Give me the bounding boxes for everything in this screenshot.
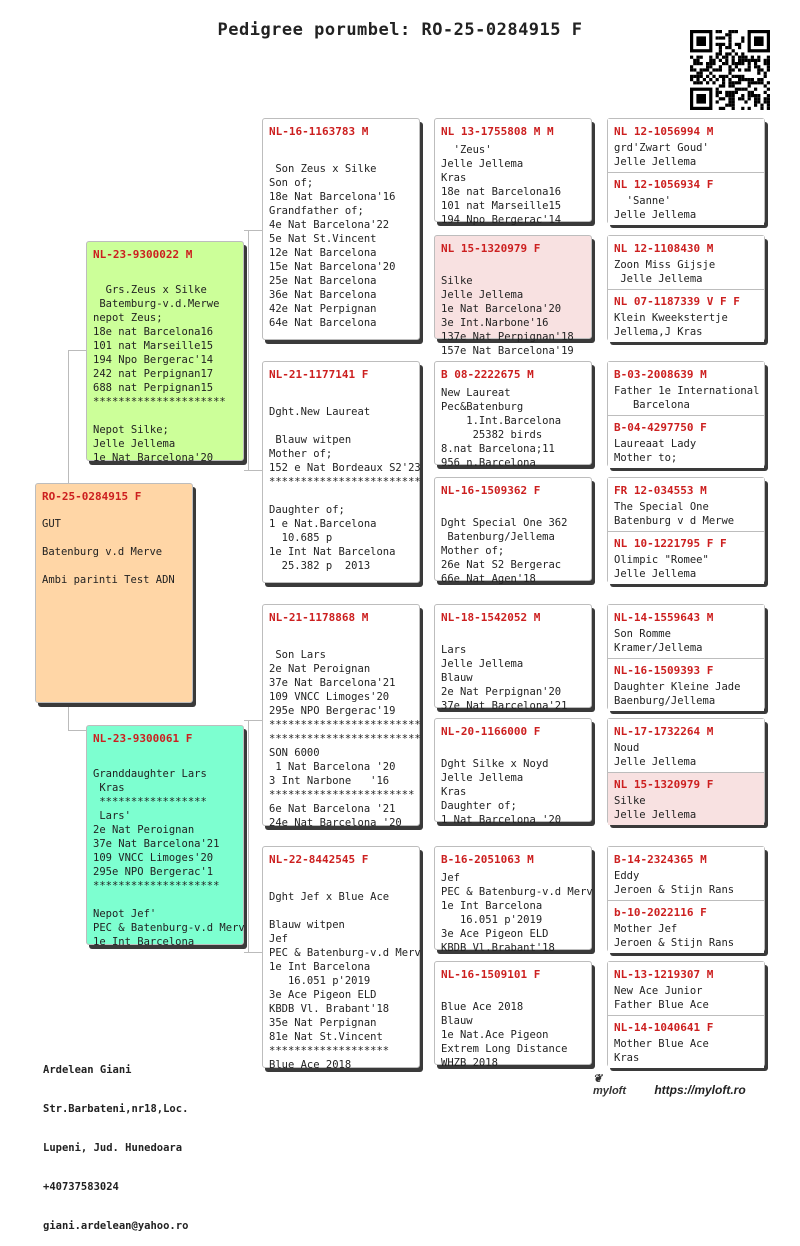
qr-code <box>690 30 770 110</box>
brand-url-link[interactable]: https://myloft.ro <box>654 1083 746 1097</box>
g4-card[interactable] <box>608 236 764 289</box>
card-line: 3e Ace Pigeon ELD <box>269 989 377 1001</box>
card-line: Jelle Jellema <box>614 273 703 285</box>
card-line: Nepot Jef' <box>93 908 157 920</box>
card-line: Jef <box>269 933 288 945</box>
g4-card[interactable] <box>608 119 764 172</box>
card-line <box>269 489 419 503</box>
ring-number: NL-16-1509362 F <box>441 484 541 497</box>
card-divider <box>608 289 764 290</box>
card-text <box>87 261 243 465</box>
card-text <box>435 866 591 955</box>
card-line: Blauw witpen <box>269 919 345 931</box>
card-line: Baenburg/Jellema <box>614 695 716 707</box>
card-line: Batenburg v.d Merve <box>42 546 163 558</box>
card-line: 1e Int Barcelona <box>93 936 195 948</box>
connector <box>244 952 262 953</box>
card-line: Son of; <box>269 177 314 189</box>
card-line: 194 Npo Bergerac'14 <box>93 354 214 366</box>
g4-card[interactable] <box>608 847 764 900</box>
card-line: 42e Nat Perpignan <box>269 303 377 315</box>
card-line: Batenburg v d Merwe <box>614 515 735 527</box>
card-line: 81e Nat St.Vincent <box>269 1031 383 1043</box>
card-line: Dght Jef x Blue Ace <box>269 891 390 903</box>
card-text <box>608 919 764 950</box>
card-text <box>263 624 419 830</box>
card-line: Kras <box>614 1052 640 1064</box>
card-line: 18e nat Barcelona16 <box>441 186 562 198</box>
card-divider <box>608 1015 764 1016</box>
brand-footer <box>593 1072 746 1097</box>
card-line: 15e Nat Barcelona'20 <box>269 261 396 273</box>
card-line: Father Blue Ace <box>614 999 709 1011</box>
card-line: Daughter of; <box>269 504 345 516</box>
card-text <box>435 981 591 1070</box>
card-line: Blauw <box>441 672 473 684</box>
card-line: Mother Blue Ace <box>614 1038 709 1050</box>
card-line: Kras <box>93 782 125 794</box>
card-line: *********************** <box>269 789 415 801</box>
card-line: Mother of; <box>441 545 505 557</box>
ring-number: NL-20-1166000 F <box>441 725 541 738</box>
card-line: 295e NPO Bergerac'19 <box>269 705 396 717</box>
ring-number: NL 15-1320979 F <box>441 242 541 255</box>
card-line: Jeroen & Stijn Rans <box>614 884 735 896</box>
card-line: 688 nat Perpignan15 <box>93 382 214 394</box>
card-line: Silke <box>614 795 646 807</box>
card-text <box>608 791 764 822</box>
card-line: Eddy <box>614 870 640 882</box>
ring-number: RO-25-0284915 F <box>42 490 142 503</box>
card-text <box>608 308 764 339</box>
card-line: 137e Nat Perpignan'18 <box>441 331 574 343</box>
g4-card-pair <box>607 961 765 1067</box>
card-line: Batenburg/Jellema <box>441 531 555 543</box>
card-text <box>608 1034 764 1065</box>
card-line: Jelle Jellema <box>614 756 697 768</box>
card-text <box>608 255 764 286</box>
owner-contact <box>43 1038 188 1246</box>
card-text <box>608 624 764 655</box>
owner-email: giani.ardelean@yahoo.ro <box>43 1220 189 1232</box>
ring-number: B-16-2051063 M <box>441 853 534 866</box>
ring-number: NL-13-1219307 M <box>614 968 714 981</box>
card-line <box>93 269 243 283</box>
g4-card[interactable] <box>608 289 764 342</box>
card-line: 109 VNCC Limoges'20 <box>93 852 214 864</box>
card-line: New Laureat <box>441 387 511 399</box>
card-line: 35e Nat Perpignan <box>269 1017 377 1029</box>
card-divider <box>608 900 764 901</box>
ring-number: FR 12-034553 M <box>614 484 707 497</box>
card-line: ********************* <box>93 396 226 408</box>
ring-number: B-04-4297750 F <box>614 421 707 434</box>
card-text <box>435 738 591 827</box>
card-line: Blauw <box>441 1015 473 1027</box>
card-line: Jeroen & Stijn Rans <box>614 937 735 949</box>
card-line: GUT <box>42 518 61 530</box>
card-text <box>608 738 764 769</box>
ring-number: NL-21-1178868 M <box>269 611 369 624</box>
card-line: 194 Npo Bergerac'14 <box>441 214 562 226</box>
card-line: Batemburg-v.d.Merwe <box>93 298 220 310</box>
card-line: 10.685 p <box>269 532 333 544</box>
card-line: Jelle Jellema <box>614 209 697 221</box>
card-line: Son Lars <box>269 649 326 661</box>
g4-card[interactable] <box>608 658 764 711</box>
card-line: WHZB 2018 <box>441 1057 498 1069</box>
ring-number: NL-14-1559643 M <box>614 611 714 624</box>
card-line: 25382 birds <box>441 429 543 441</box>
sire-card[interactable] <box>86 241 244 464</box>
card-line: Grandfather of; <box>269 205 364 217</box>
card-line: 64e Nat Barcelona <box>269 317 377 329</box>
card-line: 1.Int.Barcelona <box>441 415 562 427</box>
card-line: ************************ <box>269 733 421 745</box>
card-line: 295e NPO Bergerac'1 <box>93 866 214 878</box>
card-line <box>441 986 591 1000</box>
g4-card[interactable] <box>608 478 764 531</box>
g2-card[interactable] <box>262 361 420 583</box>
card-line: 26e Nat S2 Bergerac <box>441 559 562 571</box>
card-line: Jelle Jellema <box>614 156 697 168</box>
g3-card[interactable] <box>434 477 592 585</box>
card-line: 'Sanne' <box>614 195 671 207</box>
card-line <box>269 904 419 918</box>
card-line: grd'Zwart Goud' <box>614 142 709 154</box>
card-line: 6e Nat Barcelona '21 <box>269 803 396 815</box>
card-text <box>435 624 591 713</box>
card-line: Lars' <box>93 810 131 822</box>
card-line: Jelle Jellema <box>441 289 524 301</box>
card-line: Mother to; <box>614 452 678 464</box>
card-line: PEC & Batenburg-v.d Merv <box>93 922 245 934</box>
card-divider <box>608 415 764 416</box>
g3-card[interactable] <box>434 846 593 954</box>
g2-card[interactable] <box>262 846 421 1071</box>
card-line: PEC & Batenburg-v.d Merv <box>441 886 593 898</box>
card-line <box>42 531 192 545</box>
ring-number: NL 12-1056994 M <box>614 125 714 138</box>
ring-number: NL 12-1108430 M <box>614 242 714 255</box>
card-line: 152 e Nat Bordeaux S2'23 <box>269 462 421 474</box>
card-line: Kras <box>441 172 467 184</box>
card-line: 101 nat Marseille15 <box>93 340 214 352</box>
ring-number: b-10-2022116 F <box>614 906 707 919</box>
card-line: KBDB Vl. Brabant'18 <box>269 1003 390 1015</box>
owner-address: Str.Barbateni,nr18,Loc. <box>43 1103 189 1115</box>
subject-card[interactable] <box>35 483 193 703</box>
g4-card[interactable] <box>608 362 764 415</box>
card-line: Jelle Jellema <box>441 772 524 784</box>
g4-card[interactable] <box>608 962 764 1015</box>
card-line: Pec&Batenburg <box>441 401 524 413</box>
card-line: 1 e Nat.Barcelona <box>269 518 377 530</box>
g4-card-pair <box>607 846 765 952</box>
card-line: 2e Nat Perpignan'20 <box>441 686 562 698</box>
connector <box>244 230 262 231</box>
card-text <box>608 381 764 412</box>
brand-logo: ❦ myloft <box>593 1073 626 1097</box>
card-line: ************************ <box>269 476 421 488</box>
card-line: Silke <box>441 275 473 287</box>
connector <box>248 230 249 470</box>
card-text <box>608 191 764 222</box>
ring-number: NL-21-1177141 F <box>269 368 369 381</box>
g4-card[interactable] <box>608 900 764 953</box>
g4-card[interactable] <box>608 415 764 468</box>
card-line <box>269 876 419 890</box>
ring-number: NL-16-1509101 F <box>441 968 541 981</box>
card-line <box>42 559 192 573</box>
card-line <box>269 391 419 405</box>
card-line: 18e Nat Barcelona'16 <box>269 191 396 203</box>
card-line: 37e Nat Barcelona'21 <box>269 677 396 689</box>
ring-number: NL 12-1056934 F <box>614 178 714 191</box>
card-line: 3e Ace Pigeon ELD <box>441 928 549 940</box>
card-line: Dght Silke x Noyd <box>441 758 549 770</box>
card-line: 12e Nat Barcelona <box>269 247 377 259</box>
card-divider <box>608 658 764 659</box>
card-line <box>441 502 591 516</box>
card-line <box>269 419 419 433</box>
g4-card[interactable] <box>608 172 764 225</box>
ring-number: B-14-2324365 M <box>614 853 707 866</box>
card-line: 18e nat Barcelona16 <box>93 326 214 338</box>
card-line: Daughter Kleine Jade <box>614 681 741 693</box>
card-line: 16.051 p'2019 <box>441 914 543 926</box>
ring-number: NL 10-1221795 F F <box>614 537 727 550</box>
connector <box>244 720 262 721</box>
g4-card[interactable] <box>608 772 764 825</box>
card-line: Grs.Zeus x Silke <box>93 284 207 296</box>
card-divider <box>608 172 764 173</box>
g4-card-pair <box>607 361 765 467</box>
card-line: 25e Nat Barcelona <box>269 275 377 287</box>
card-line: 16.051 p'2019 <box>269 975 371 987</box>
g3-card[interactable] <box>434 118 592 226</box>
card-line: Mother of; <box>269 448 333 460</box>
card-line: Laureaat Lady <box>614 438 697 450</box>
card-line: Jelle Jellema <box>441 658 524 670</box>
card-line: Dght.New Laureat <box>269 406 371 418</box>
g3-card[interactable] <box>434 961 592 1069</box>
card-text <box>608 497 764 528</box>
card-line: Jelle Jellema <box>614 809 697 821</box>
card-line: 101 nat Marseille15 <box>441 200 562 212</box>
ring-number: B 08-2222675 M <box>441 368 534 381</box>
g2-card[interactable] <box>262 118 420 340</box>
connector <box>248 720 249 952</box>
card-line: 'Zeus' <box>441 144 492 156</box>
card-line: 36e Nat Barcelona <box>269 289 377 301</box>
g4-card[interactable] <box>608 531 764 584</box>
card-line: ***************** <box>93 796 207 808</box>
card-line: New Ace Junior <box>614 985 703 997</box>
card-line <box>93 409 243 423</box>
ring-number: NL-16-1509393 F <box>614 664 714 677</box>
g4-card[interactable] <box>608 605 764 658</box>
card-line <box>441 629 591 643</box>
g4-card[interactable] <box>608 1015 764 1068</box>
ring-number: NL-22-8442545 F <box>269 853 369 866</box>
g3-card[interactable] <box>434 361 592 469</box>
connector <box>68 730 86 731</box>
card-divider <box>608 531 764 532</box>
card-text <box>608 138 764 169</box>
ring-number: NL 13-1755808 M M <box>441 125 554 138</box>
g4-card-pair <box>607 604 765 710</box>
card-line: 5e Nat St.Vincent <box>269 233 377 245</box>
card-line: 1 Nat Barcelona '20 <box>269 761 396 773</box>
ring-number: NL-14-1040641 F <box>614 1021 714 1034</box>
ring-number: NL-17-1732264 M <box>614 725 714 738</box>
card-line: Jelle Jellema <box>614 568 697 580</box>
card-text <box>263 138 419 330</box>
card-text <box>87 745 243 949</box>
card-line: Barcelona <box>614 399 690 411</box>
card-line: Olimpic "Romee" <box>614 554 709 566</box>
card-line: nepot Zeus; <box>93 312 163 324</box>
card-text <box>435 138 591 227</box>
card-line: Dght Special One 362 <box>441 517 568 529</box>
card-text <box>608 677 764 708</box>
g4-card[interactable] <box>608 719 764 772</box>
card-line: Blue Ace 2018 <box>269 1059 352 1071</box>
card-line: Lars <box>441 644 467 656</box>
g3-card[interactable] <box>434 604 592 712</box>
card-line: 1e Nat Barcelona'20 <box>441 303 562 315</box>
card-text <box>435 255 591 358</box>
card-line: 109 VNCC Limoges'20 <box>269 691 390 703</box>
g3-card[interactable] <box>434 235 592 357</box>
card-line: Nepot Silke; <box>93 424 169 436</box>
card-line: Father 1e International <box>614 385 760 397</box>
card-line: Son Romme <box>614 628 671 640</box>
card-line: 24e Nat Barcelona '20 <box>269 817 402 829</box>
card-line: 25.382 p 2013 <box>269 560 371 572</box>
card-line: Son Zeus x Silke <box>269 163 377 175</box>
card-divider <box>608 772 764 773</box>
g3-card[interactable] <box>434 718 592 826</box>
card-line: Granddaughter Lars <box>93 768 207 780</box>
card-line <box>269 634 419 648</box>
g4-card-pair <box>607 477 765 583</box>
card-line: 242 nat Perpignan17 <box>93 368 214 380</box>
ring-number: NL-18-1542052 M <box>441 611 541 624</box>
owner-phone: +40737583024 <box>43 1181 119 1193</box>
card-line: PEC & Batenburg-v.d Merv <box>269 947 421 959</box>
owner-name: Ardelean Giani <box>43 1064 132 1076</box>
card-line: Blue Ace 2018 <box>441 1001 524 1013</box>
card-line <box>269 148 419 162</box>
card-line: SON 6000 <box>269 747 320 759</box>
card-line: ************************ <box>269 719 421 731</box>
card-line: 8.nat Barcelona;11 <box>441 443 555 455</box>
card-text <box>435 497 591 586</box>
card-line: 1 Nat Barcelona '20 <box>441 814 562 826</box>
card-line: The Special One <box>614 501 709 513</box>
g4-card-pair <box>607 118 765 224</box>
card-line: 66e Nat Agen'18 <box>441 573 536 585</box>
card-line: Zoon Miss Gijsje <box>614 259 716 271</box>
card-line: Blauw witpen <box>269 434 352 446</box>
card-text <box>608 981 764 1012</box>
card-line: 1e Int Nat Barcelona <box>269 546 396 558</box>
card-line: 956 n.Barcelona <box>441 457 536 469</box>
card-text <box>36 503 192 587</box>
card-line <box>93 893 243 907</box>
card-line: Extrem Long Distance <box>441 1043 568 1055</box>
card-line: 1e Int Barcelona <box>441 900 543 912</box>
dam-card[interactable] <box>86 725 245 948</box>
card-line: Ambi parinti Test ADN <box>42 574 175 586</box>
card-line: 4e Nat Barcelona'22 <box>269 219 390 231</box>
card-line: 2e Nat Peroignan <box>269 663 371 675</box>
owner-city: Lupeni, Jud. Hunedoara <box>43 1142 183 1154</box>
card-text <box>608 866 764 897</box>
card-line: Jelle Jellema <box>93 438 176 450</box>
card-line: Noud <box>614 742 640 754</box>
ring-number: NL-23-9300061 F <box>93 732 193 745</box>
connector <box>244 470 262 471</box>
card-line: Kras <box>441 786 467 798</box>
card-line: 37e Nat Barcelona'21 <box>441 700 568 712</box>
card-text <box>263 381 419 573</box>
card-line: Jef <box>441 872 460 884</box>
card-line <box>441 743 591 757</box>
ring-number: NL 07-1187339 V F F <box>614 295 740 308</box>
card-line <box>441 260 591 274</box>
g4-card-pair <box>607 718 765 824</box>
card-line: 3e Int.Narbone'16 <box>441 317 549 329</box>
g4-card-pair <box>607 235 765 341</box>
connector <box>68 350 86 351</box>
ring-number: NL-23-9300022 M <box>93 248 193 261</box>
card-line: Jelle Jellema <box>441 158 524 170</box>
card-text <box>608 550 764 581</box>
ring-number: NL 15-1320979 F <box>614 778 714 791</box>
card-line <box>93 753 243 767</box>
page-title: Pedigree porumbel: RO-25-0284915 F <box>217 20 583 40</box>
card-line: 3 Int Narbone '16 <box>269 775 390 787</box>
card-line: ******************* <box>269 1045 390 1057</box>
card-text <box>263 866 419 1072</box>
card-line: Kramer/Jellema <box>614 642 703 654</box>
card-line: Jellema,J Kras <box>614 326 703 338</box>
g2-card[interactable] <box>262 604 421 829</box>
card-line: Daughter of; <box>441 800 517 812</box>
card-text <box>608 434 764 465</box>
card-line: Mother Jef <box>614 923 678 935</box>
card-text <box>435 381 591 470</box>
card-line: Klein Kweekstertje <box>614 312 728 324</box>
ring-number: NL-16-1163783 M <box>269 125 369 138</box>
ring-number: B-03-2008639 M <box>614 368 707 381</box>
card-line: 1e Nat.Ace Pigeon <box>441 1029 549 1041</box>
card-line: 1e Int Barcelona <box>269 961 371 973</box>
card-line: KBDB Vl.Brabant'18 <box>441 942 555 954</box>
card-line: 1e Nat Barcelona'20 <box>93 452 214 464</box>
card-line: 37e Nat Barcelona'21 <box>93 838 220 850</box>
card-line: 157e Nat Barcelona'19 <box>441 345 574 357</box>
card-line: ******************** <box>93 880 220 892</box>
card-line: 2e Nat Peroignan <box>93 824 195 836</box>
